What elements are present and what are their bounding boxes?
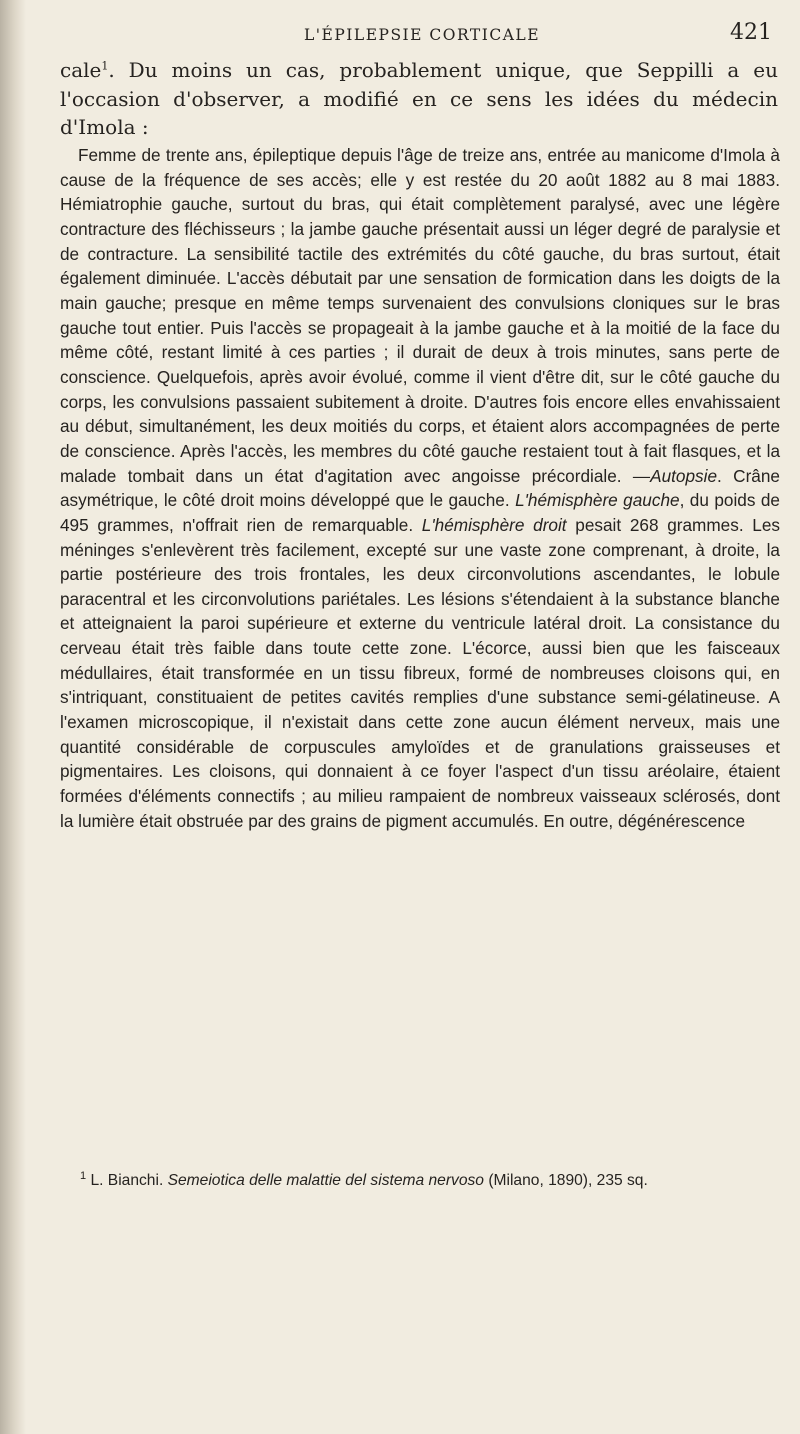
case-report [60,143,780,833]
footnote-title: Semeiotica delle malattie del sistema nervoso [167,1172,484,1189]
running-head [72,20,772,50]
left-hemisphere-label: L'hémisphère gauche [515,490,680,511]
footnote-marker: 1 [80,1169,87,1182]
footnote-details: (Milano, 1890), 235 sq. [483,1172,648,1189]
intro-text-rest: . Du moins un cas, probablement unique, que Seppilli a eu l'occasion d'observer, a modifié en ce sens les idées du médecin d'Imola : [60,58,778,140]
intro-text-start: cale [60,58,102,82]
case-text-4: pesait 268 grammes. Les méninges s'enlevèrent très facilement, excepté sur une vaste zone comprenant, à droite, la partie postérieure des trois frontales, les deux circonvolutions ascendantes, le lobule paracentral et les circonvolutions pariétales. Les lésions s'étendaient à la substance blanche et atteignaient la paroi supérieure et externe du ventricule latéral droit. La consistance du cerveau était très faible dans toute cette zone. L'écorce, aussi bien que les faisceaux médullaires, était transformée en un tissu fibreux, formé de nombreuses cloisons qui, en s'intriquant, constituaient de petites cavités remplies d'une substance semi-gélatineuse. A l'examen microscopique, il n'existait dans cette zone aucun élément nerveux, mais une quantité considérable de corpuscules amyloïdes et de granulations graisseuses et pigmentaires. Les cloisons, qui donnaient à ce foyer l'aspect d'un tissu aréolaire, étaient formées d'éléments connectifs ; au milieu rampaient de nombreux vaisseaux sclérosés, dont la lumière était obstruée par des grains de pigment accumulés. En outre, dégénérescence [60,514,780,831]
case-text-2: . Crâne asymétrique, le côté droit moins développé que le gauche. [60,465,780,511]
intro-paragraph [60,56,778,142]
case-text-3: , du poids de 495 grammes, n'offrait rien de remarquable. [60,490,780,535]
running-title: L'ÉPILEPSIE CORTICALE [303,26,541,44]
case-report-paragraph [60,143,780,833]
autopsy-label: Autopsie [650,465,718,486]
right-hemisphere-label: L'hémisphère droit [421,514,567,535]
footnote [60,1170,778,1192]
binding-shadow [0,0,26,1434]
footnote-reference: 1 [101,59,109,73]
case-text-1: Femme de trente ans, épileptique depuis l'âge de treize ans, entrée au manicome d'Imola à cause de la fréquence de ses accès; elle y est restée du 20 août 1882 au 8 mai 1883. Hémiatrophie gauche, surtout du bras, qui était complètement paralysé, avec une légère contracture des fléchisseurs ; la jambe gauche présentait aussi un léger degré de paralysie et de contracture. La sensibilité tactile des extrémités du côté gauche, du bras surtout, était également diminuée. L'accès débutait par une sensation de formication dans les doigts de la main gauche; presque en même temps survenaient des convulsions cloniques sur le bras gauche tout entier. Puis l'accès se propageait à la jambe gauche et à la moitié de la face du même côté, restant limité à ces parties ; il durait de deux à trois minutes, sans perte de conscience. Quelquefois, après avoir évolué, comme il vient d'être dit, sur le côté gauche du corps, les convulsions passaient subitement à droite. D'autres fois encore elles envahissaient au début, simultanément, les deux moitiés du corps, et étaient alors accompagnées de perte de conscience. Après l'accès, les membres du côté gauche restaient tout à fait flasques, et la malade tombait dans un état d'agitation avec angoisse précordiale. — [60,145,780,486]
page-number: 421 [730,20,772,45]
footnote-author: L. Bianchi. [86,1172,168,1189]
